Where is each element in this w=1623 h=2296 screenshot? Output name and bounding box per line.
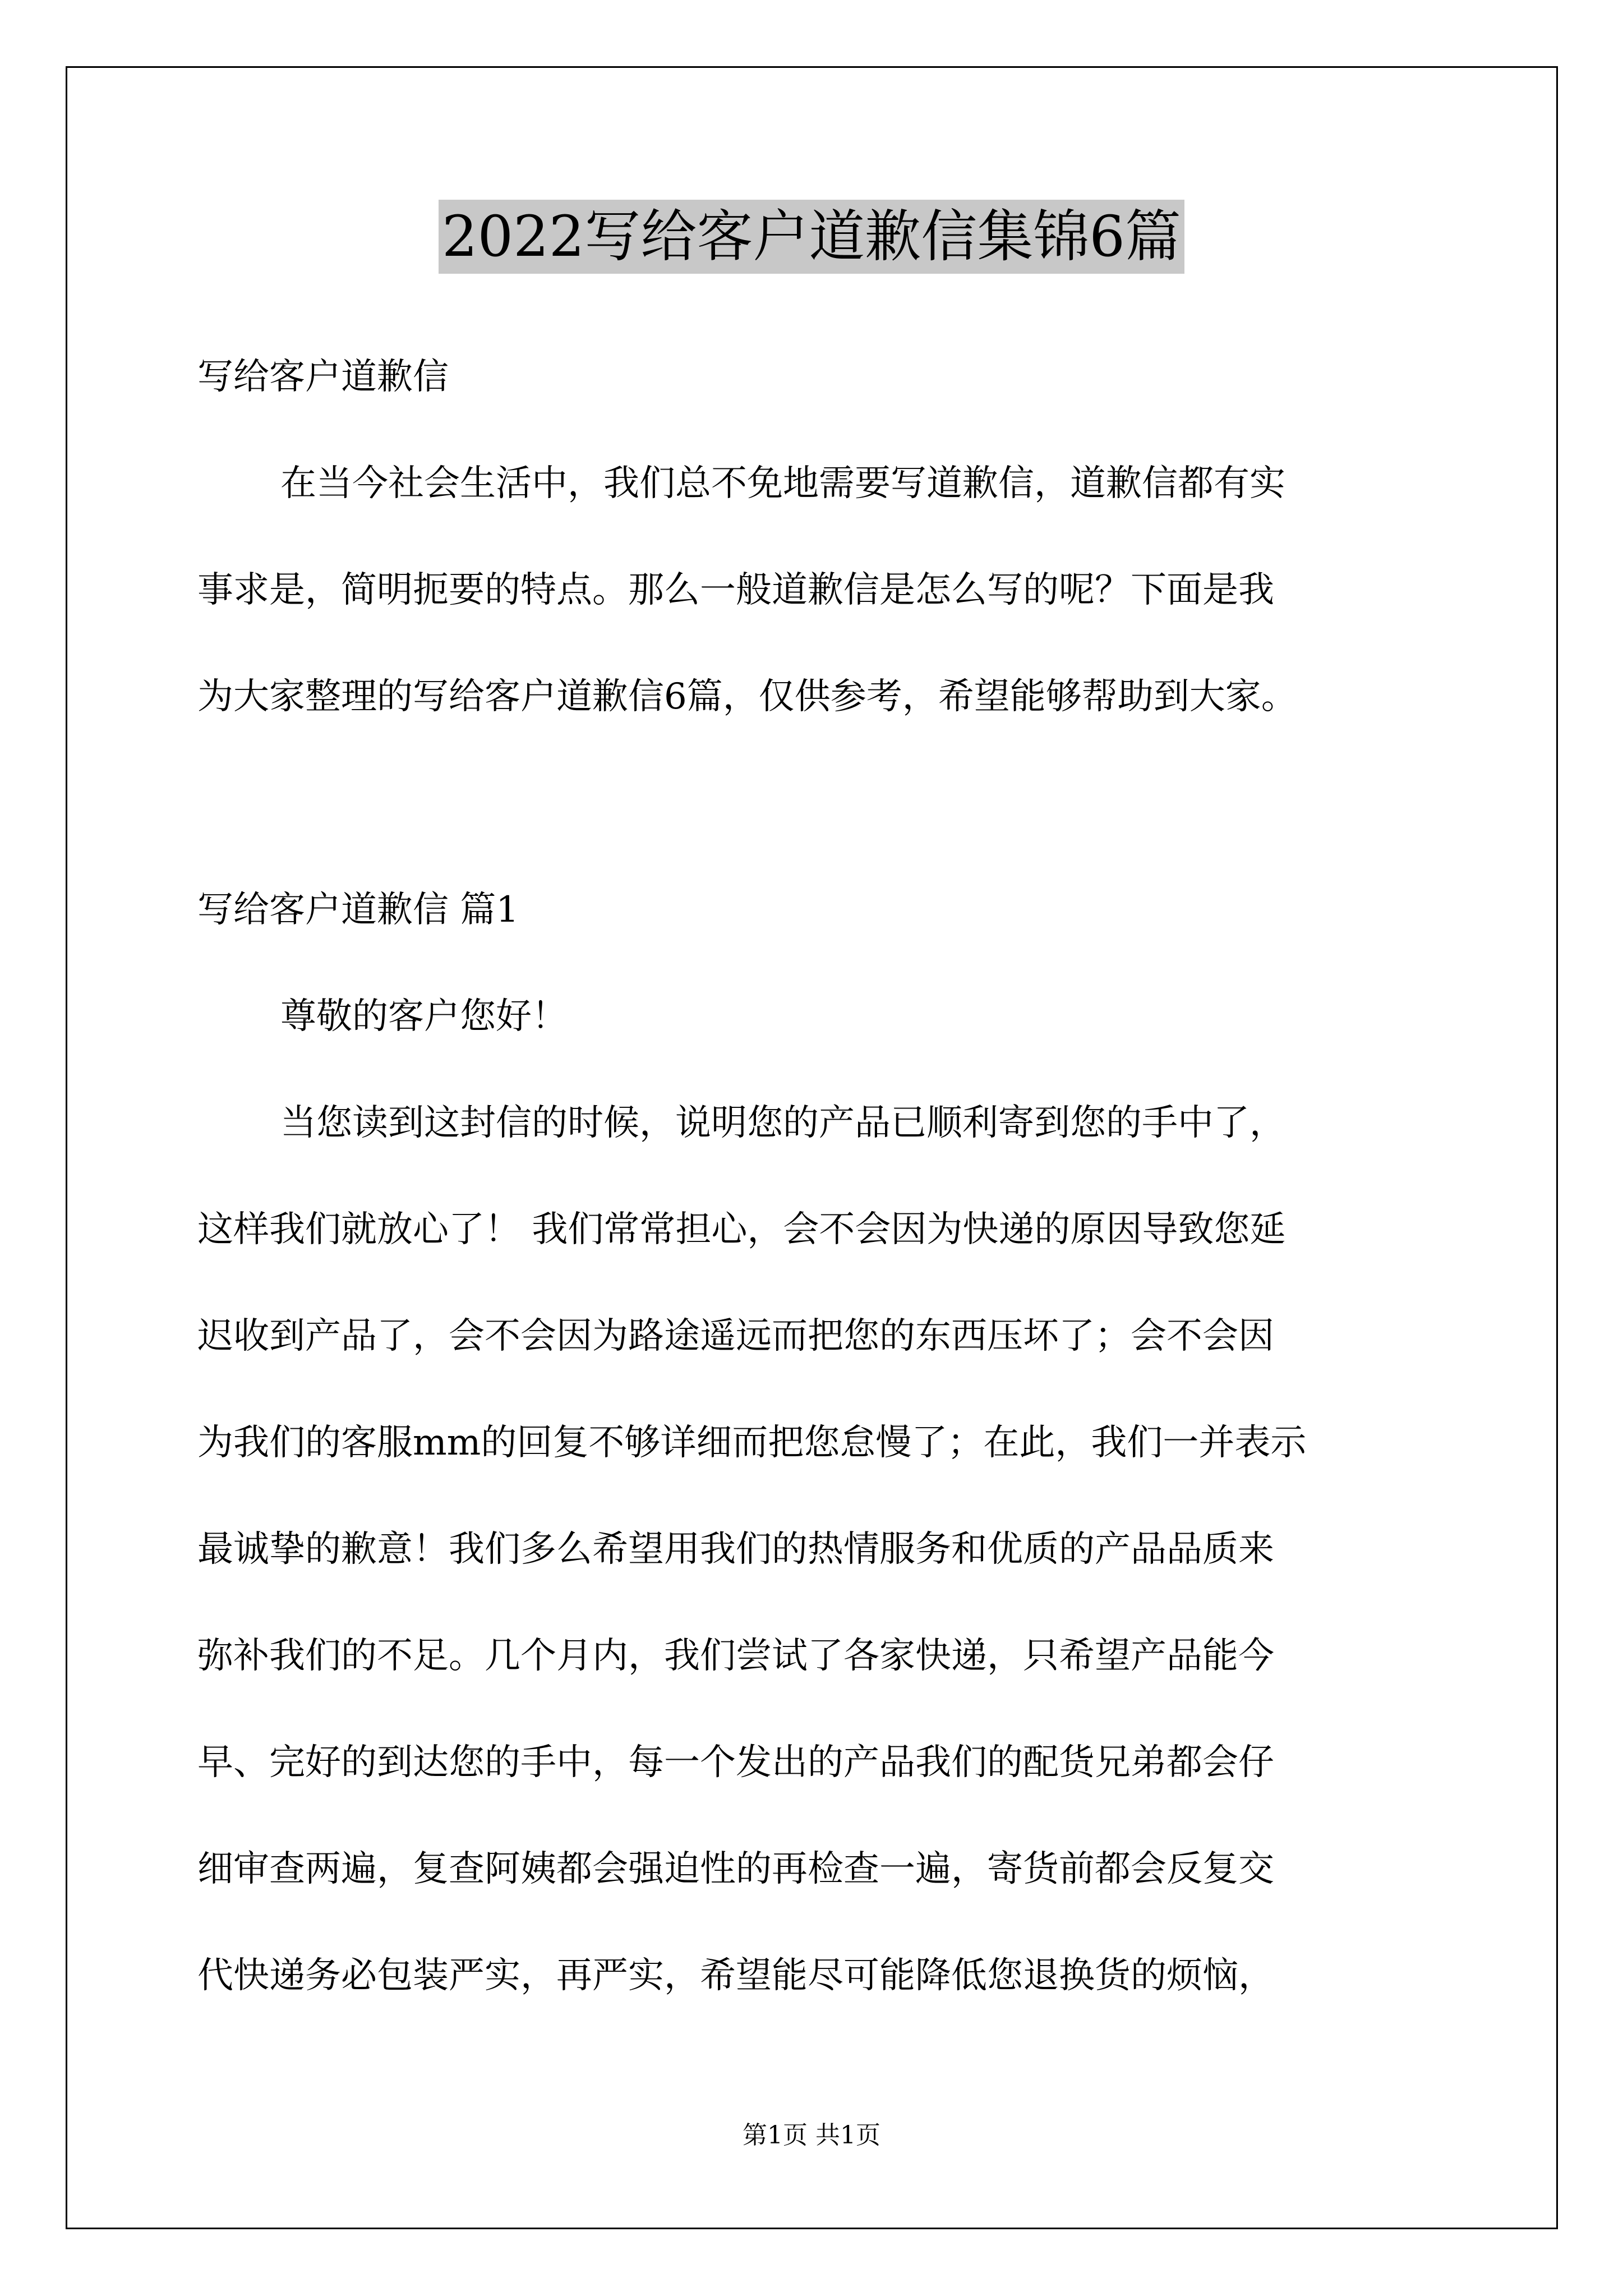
body-line: 代快递务必包装严实，再严实，希望能尽可能降低您退换货的烦恼，	[197, 1955, 1274, 1996]
body-line: 为我们的客服mm的回复不够详细而把您怠慢了；在此，我们一并表示	[197, 1422, 1307, 1464]
intro-line: 在当今社会生活中，我们总不免地需要写道歉信，道歉信都有实	[280, 463, 1285, 504]
body-line: 细审查两遍，复查阿姨都会强迫性的再检查一遍，寄货前都会反复交	[197, 1848, 1274, 1890]
body-line: 当您读到这封信的时候，说明您的产品已顺利寄到您的手中了，	[280, 1102, 1285, 1144]
intro-line: 为大家整理的写给客户道歉信6篇，仅供参考，希望能够帮助到大家。	[197, 676, 1297, 717]
section-heading: 写给客户道歉信 篇1	[197, 889, 519, 931]
body-line: 弥补我们的不足。几个月内，我们尝试了各家快递，只希望产品能今	[197, 1635, 1274, 1677]
document-title: 2022写给客户道歉信集锦6篇	[439, 200, 1184, 274]
intro-heading: 写给客户道歉信	[197, 356, 449, 398]
intro-line: 事求是，简明扼要的特点。那么一般道歉信是怎么写的呢？下面是我	[197, 569, 1274, 611]
body-line: 这样我们就放心了！ 我们常常担心，会不会因为快递的原因导致您延	[197, 1209, 1286, 1250]
body-line: 迟收到产品了，会不会因为路途遥远而把您的东西压坏了；会不会因	[197, 1315, 1274, 1357]
title-container	[0, 200, 1623, 274]
letter-greeting: 尊敬的客户您好！	[280, 996, 568, 1037]
body-line: 最诚挚的歉意！我们多么希望用我们的热情服务和优质的产品品质来	[197, 1529, 1274, 1570]
body-line: 早、完好的到达您的手中，每一个发出的产品我们的配货兄弟都会仔	[197, 1742, 1274, 1783]
page-footer: 第1页 共1页	[743, 2121, 880, 2150]
